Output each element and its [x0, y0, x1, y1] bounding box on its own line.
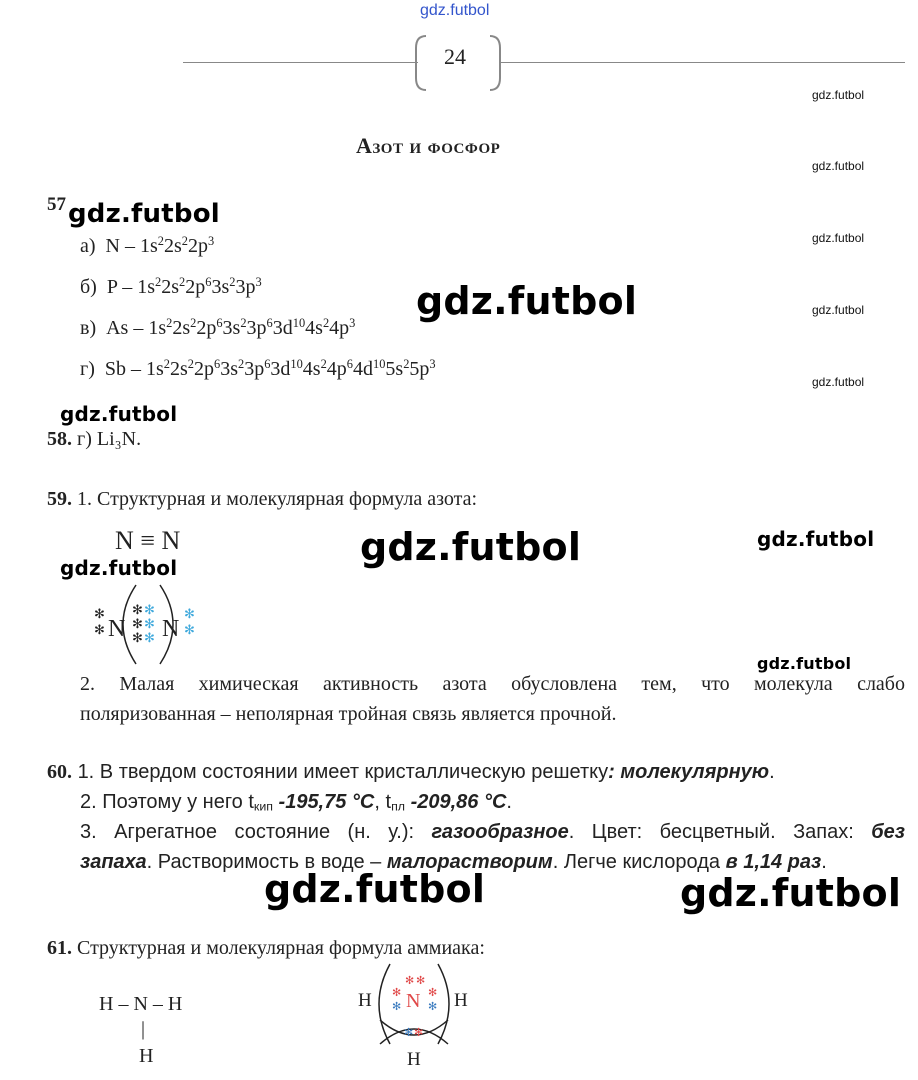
atom-n-left: N: [108, 616, 126, 642]
atom-h-bottom: H: [407, 1049, 421, 1070]
task-60-line1: 60. 1. В твердом состоянии имеет кристаллическую решетку: молекулярную.: [47, 761, 775, 783]
smell: без: [871, 821, 905, 843]
atom-n: N: [406, 990, 421, 1012]
density-ratio: в 1,14 раз: [725, 851, 822, 873]
svg-text:✻: ✻: [184, 623, 195, 638]
text: . Цвет: бесцветный. Запах:: [568, 821, 854, 843]
task-61-text: Структурная и молекулярная формула аммиака:: [77, 937, 485, 959]
page-number: 24: [444, 44, 466, 69]
config-item-b: б) P – $1s^22s^22p^63s^23p^3$: [80, 275, 262, 298]
svg-text:✻: ✻: [416, 974, 426, 987]
solubility: малорастворим: [386, 851, 553, 873]
task-59-paragraph-line2: поляризованная – неполярная тройная связь является прочной.: [80, 703, 617, 725]
watermark-large: gdz.futbol: [264, 867, 486, 911]
page-title: Азот и фосфор: [356, 133, 501, 158]
element-symbol: P: [106, 276, 118, 298]
svg-text:✻: ✻: [392, 1000, 402, 1013]
config-letter: в): [80, 317, 97, 339]
svg-text:✻: ✻: [132, 603, 143, 618]
task-59-header: [47, 488, 477, 511]
task-60-text: 1. В твердом состоянии имеет кристаллическую решетку: [77, 761, 609, 783]
nh3-bottom-h: H: [139, 1045, 154, 1067]
smell: запаха: [80, 851, 147, 873]
task-58-formula: Li₃N.: [96, 428, 142, 450]
watermark-medium: gdz.futbol: [60, 556, 178, 580]
task-58: [47, 428, 141, 451]
svg-text:✻: ✻: [414, 1026, 424, 1039]
svg-text:✻: ✻: [404, 1026, 414, 1039]
svg-text:✻: ✻: [392, 986, 402, 999]
watermark-small: gdz.futbol: [812, 159, 865, 173]
task-57-number: 57: [47, 194, 66, 215]
watermark-small: gdz.futbol: [812, 303, 865, 317]
task-61-header: [47, 937, 485, 960]
svg-text:✻: ✻: [405, 974, 415, 987]
config-item-a: а) N – $1s^22s^22p^3$: [80, 234, 215, 257]
nh3-structural-top: H – N – H: [99, 993, 183, 1015]
watermark-medium: gdz.futbol: [60, 402, 178, 426]
element-symbol: As: [106, 317, 129, 339]
atom-h-right: H: [454, 990, 468, 1011]
subscript: кип: [253, 799, 273, 814]
text: 3. Агрегатное состояние (н. у.):: [80, 821, 415, 843]
watermark-small: gdz.futbol: [812, 375, 865, 389]
atom-h-left: H: [358, 990, 372, 1011]
svg-text:✻: ✻: [94, 607, 105, 622]
electron-config: $1s^22s^22p^63s^23p^3$: [137, 275, 262, 298]
svg-text:✻: ✻: [144, 631, 155, 646]
svg-text:✻: ✻: [94, 623, 105, 638]
header-rule-left: [183, 62, 418, 63]
watermark-small: gdz.futbol: [812, 88, 865, 102]
electron-config: $1s^22s^22p^63s^23p^63d^{10}4s^24p^3$: [148, 316, 356, 339]
melting-point: -209,86 °С: [410, 791, 507, 813]
watermark-large: gdz.futbol: [680, 871, 902, 915]
text: 2. Поэтому у него t: [80, 791, 254, 813]
watermark-medium: gdz.futbol: [757, 527, 875, 551]
task-60-line4: запаха. Растворимость в воде – малорастворим. Легче кислорода в 1,14 раз.: [80, 851, 827, 873]
text: . Легче кислорода: [552, 851, 720, 873]
watermark-small: gdz.futbol: [812, 231, 865, 245]
task-59-text: 1. Структурная и молекулярная формула азота:: [77, 488, 478, 510]
header-rule-right: [500, 62, 905, 63]
electron-config: $1s^22s^22p^63s^23p^63d^{10}4s^24p^64d^{10}5s^25p^3$: [146, 357, 436, 380]
svg-text:✻: ✻: [428, 1000, 438, 1013]
config-letter: б): [80, 276, 97, 298]
element-symbol: N: [105, 235, 120, 257]
task-60-line3: [80, 821, 905, 844]
task-60-number: 60.: [47, 761, 72, 783]
task-60-line2: 2. Поэтому у него $t_{кип}$ -195,75 °С, $t_{пл}$ -209,86 °С.: [80, 791, 512, 814]
svg-text:✻: ✻: [144, 603, 155, 618]
boiling-point: -195,75 °С: [278, 791, 375, 813]
nh3-electron-diagram: [352, 962, 476, 1078]
aggregate-state: газообразное: [431, 821, 569, 843]
text: t: [385, 791, 392, 813]
watermark-top: gdz.futbol: [420, 2, 490, 19]
element-symbol: Sb: [104, 358, 126, 380]
config-letter: а): [80, 235, 96, 257]
watermark-small-bold: gdz.futbol: [757, 654, 852, 673]
task-59-number: 59.: [47, 488, 72, 510]
nh3-bond: |: [141, 1018, 146, 1040]
svg-text:✻: ✻: [428, 986, 438, 999]
text: . Растворимость в воде –: [146, 851, 382, 873]
watermark-large: gdz.futbol: [416, 279, 638, 323]
watermark-large: gdz.futbol: [360, 525, 582, 569]
task-60-answer: : молекулярную: [608, 761, 770, 783]
svg-text:✻: ✻: [144, 617, 155, 632]
task-58-number: 58.: [47, 428, 72, 450]
task-61-number: 61.: [47, 937, 72, 959]
svg-text:✻: ✻: [132, 617, 143, 632]
subscript: пл: [391, 799, 406, 814]
svg-text:✻: ✻: [132, 631, 143, 646]
electron-config: $1s^22s^22p^3$: [140, 234, 215, 257]
svg-text:✻: ✻: [184, 607, 195, 622]
config-letter: г): [80, 358, 95, 380]
watermark-large: gdz.futbol: [68, 199, 220, 229]
config-item-c: в) As – $1s^22s^22p^63s^23p^63d^{10}4s^24p^3$: [80, 316, 356, 339]
task-59-paragraph-line1: 2. Малая химическая активность азота обусловлена тем, что молекула слабо: [80, 673, 905, 695]
atom-n-right: N: [162, 616, 180, 642]
n2-structural-formula: N ≡ N: [115, 526, 181, 555]
n2-electron-diagram: [88, 580, 208, 670]
task-58-answer-prefix: г): [77, 428, 92, 450]
config-item-d: г) Sb – $1s^22s^22p^63s^23p^63d^{10}4s^24p^64d^{10}5s^25p^3$: [80, 357, 436, 380]
